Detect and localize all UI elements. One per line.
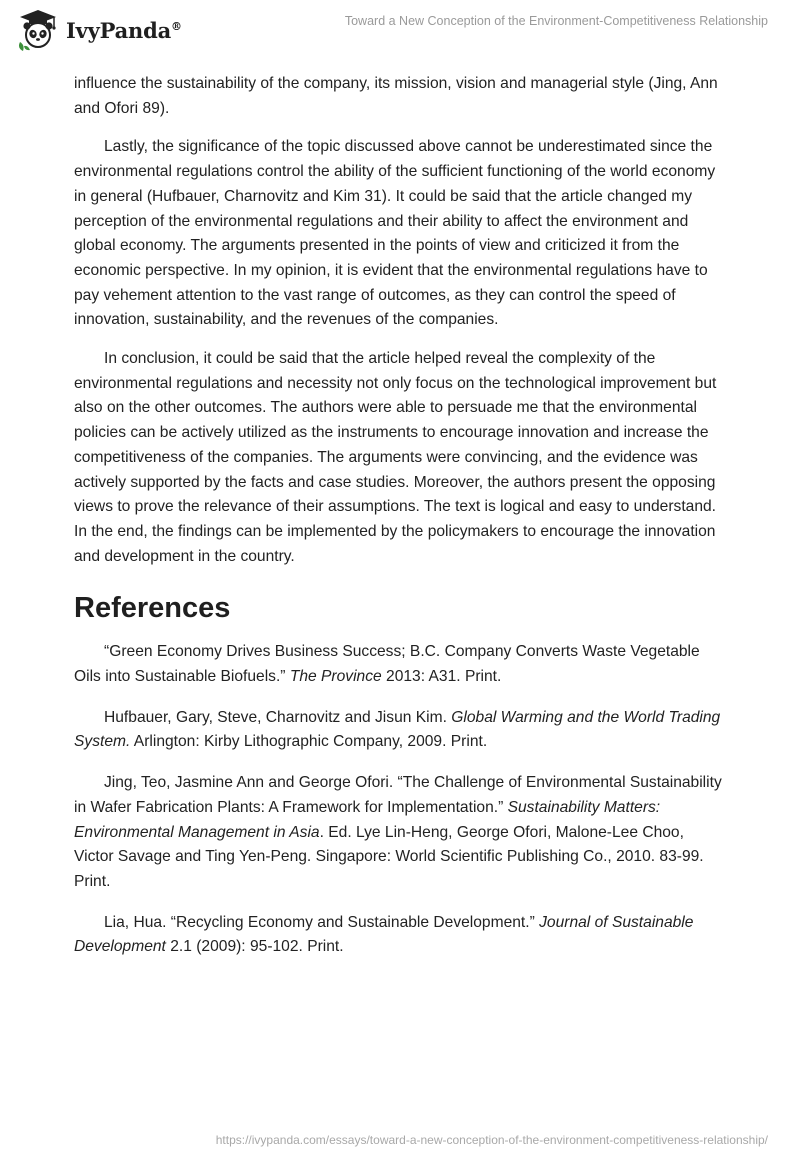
registered-mark: ® [171, 19, 182, 33]
essay-content [74, 72, 724, 976]
footer-source-url[interactable]: https://ivypanda.com/essays/toward-a-new-conception-of-the-environment-competitiveness-relationship/ [215, 1133, 768, 1147]
page-header [0, 0, 800, 70]
reference-item: Lia, Hua. “Recycling Economy and Sustainable Development.” Journal of Sustainable Development 2.1 (2009): 95-102. Print. [74, 913, 694, 956]
paragraph-continuation: influence the sustainability of the company, its mission, vision and managerial style (Jing, Ann and Ofori 89). [74, 75, 718, 117]
paragraph-significance: Lastly, the significance of the topic discussed above cannot be underestimated since the environmental regulations control the ability of the sufficient functioning of the world economy in general (Hufbauer, Charnovitz and Kim 31). It could be said that the article changed my perception of the environmental regulations and their ability to affect the environment and global economy. The arguments presented in the points of view and criticized it from the economic perspective. In my opinion, it is evident that the environmental regulations have to pay vehement attention to the vast range of outcomes, as they can control the speed of innovation, sustainability, and the revenues of the companies. [74, 138, 716, 329]
panda-graduate-icon [16, 8, 60, 52]
running-title: Toward a New Conception of the Environment-Competitiveness Relationship [344, 14, 768, 28]
ivypanda-logo[interactable] [16, 8, 182, 52]
references-heading: References [74, 592, 231, 625]
reference-item: Hufbauer, Gary, Steve, Charnovitz and Jisun Kim. Global Warming and the World Trading System. Arlington: Kirby Lithographic Company, 2009. Print. [74, 708, 721, 751]
brand-name: IvyPanda® [66, 17, 182, 43]
reference-item: “Green Economy Drives Business Success; B.C. Company Converts Waste Vegetable Oils into Sustainable Biofuels.” The Province 2013: A31. Print. [74, 643, 700, 686]
paragraph-conclusion: In conclusion, it could be said that the article helped reveal the complexity of the environmental regulations and necessity not only focus on the technological improvement but also on the other outcomes. The authors were able to persuade me that the environmental policies can be actively utilized as the instruments to encourage innovation and increase the competitiveness of the companies. The arguments were convincing, and the evidence was actively supported by the facts and case studies. Moreover, the authors present the opposing views to prove the relevance of their assumptions. The text is logical and easy to understand. In the end, the findings can be implemented by the policymakers to encourage the innovation and development in the country. [74, 350, 717, 565]
reference-item: Jing, Teo, Jasmine Ann and George Ofori. “The Challenge of Environmental Sustainability in Wafer Fabrication Plants: A Framework for Implementation.” Sustainability Matters: Environmental Management in Asia. Ed. Lye Lin-Heng, George Ofori, Malone-Lee Choo, Victor Savage and Ting Yen-Peng. Singapore: World Scientific Publishing Co., 2010. 83-99. Print. [74, 774, 722, 890]
